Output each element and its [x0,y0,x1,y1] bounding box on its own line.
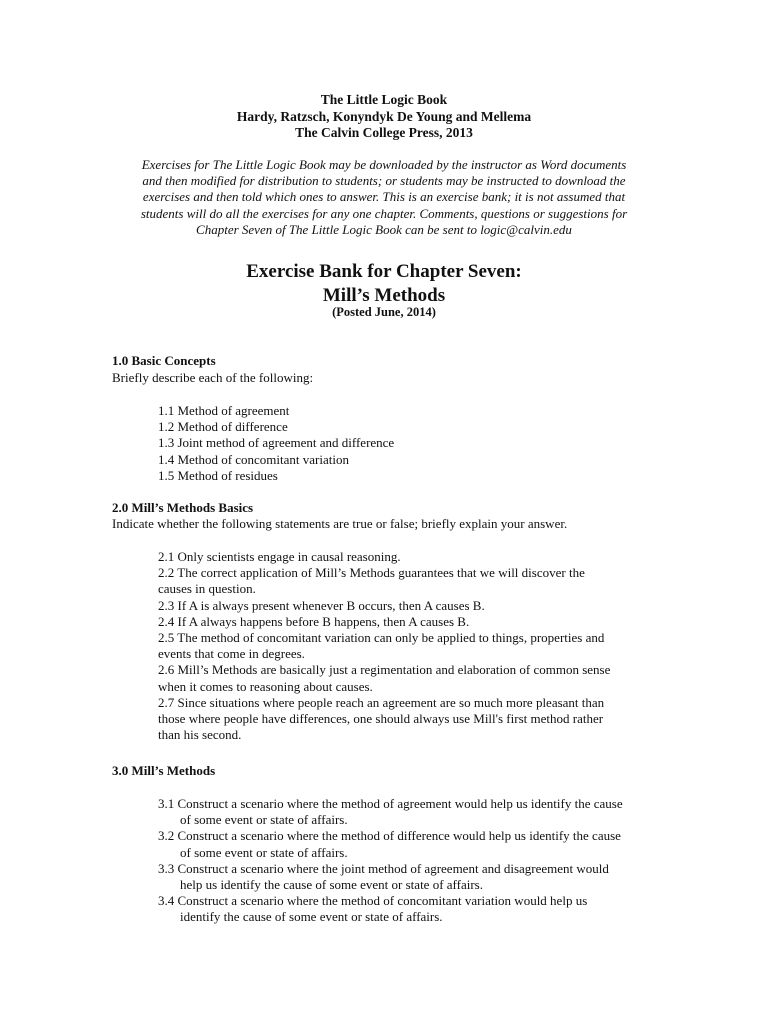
list-item: 2.6 Mill’s Methods are basically just a regimentation and elaboration of common sense [158,662,611,678]
book-header [0,92,768,142]
list-item: 3.1 Construct a scenario where the method of agreement would help us identify the cause [158,796,623,811]
list-item: 2.5 The method of concomitant variation can only be applied to things, properties and [158,630,605,646]
list-item-continuation: events that come in degrees. [158,646,305,662]
section-heading-3: 3.0 Mill’s Methods [112,763,216,778]
section-2-list [158,549,610,743]
list-item: 1.1 Method of agreement [158,403,290,418]
list-item: 2.2 The correct application of Mill’s Methods guarantees that we will discover the [158,565,585,581]
list-item: 3.4 Construct a scenario where the method of concomitant variation would help us [158,893,588,909]
list-item: 2.1 Only scientists engage in causal reasoning. [158,549,401,564]
intro-line: exercises and then told which ones to answer. This is an exercise bank; it is not assumed that [142,189,626,205]
list-item-continuation: of some event or state of affairs. [180,844,348,860]
list-item: 3.2 Construct a scenario where the method of difference would help us identify the cause [158,828,621,844]
list-item-continuation: when it comes to reasoning about causes. [158,678,373,694]
list-item: 3.3 Construct a scenario where the joint method of agreement and disagreement would [158,860,609,876]
list-item-continuation: of some event or state of affairs. [180,812,348,828]
list-item: 2.4 If A always happens before B happens, then A causes B. [158,613,470,629]
intro-line: students will do all the exercises for any one chapter. Comments, questions or suggestions for [140,205,628,221]
list-item-continuation: identify the cause of some event or state of affairs. [180,909,443,925]
intro-line: Exercises for The Little Logic Book may be downloaded by the instructor as Word documents [141,157,627,172]
section-1-list [158,403,394,484]
section-intro-2: Indicate whether the following statements are true or false; briefly explain your answer. [112,516,568,531]
title-line-1: Exercise Bank for Chapter Seven: [246,261,522,282]
section-heading-2: 2.0 Mill’s Methods Basics [112,500,254,515]
exercise-bank-title [0,260,768,308]
list-item: 1.2 Method of difference [158,419,288,435]
list-item: 1.4 Method of concomitant variation [158,451,349,467]
section-intro-1: Briefly describe each of the following: [112,370,314,385]
title-line-2: Mill’s Methods [322,285,446,306]
section-3-list [158,796,623,926]
list-item-continuation: those where people have differences, one should always use Mill's first method rather [158,711,604,727]
intro-line: Chapter Seven of The Little Logic Book can be sent to logic@calvin.edu [196,221,572,237]
list-item-continuation: help us identify the cause of some event or state of affairs. [180,877,483,893]
book-authors: Hardy, Ratzsch, Konyndyk De Young and Mellema [236,108,532,124]
section-heading-1: 1.0 Basic Concepts [112,353,216,368]
list-item: 1.3 Joint method of agreement and difference [158,435,395,451]
list-item: 2.7 Since situations where people reach an agreement are so much more pleasant than [158,694,605,710]
list-item-continuation: causes in question. [158,581,256,597]
intro-paragraph [118,157,650,238]
intro-line: and then modified for distribution to students; or students may be instructed to download the [142,173,626,189]
posted-date: (Posted June, 2014) [332,305,436,319]
list-item: 1.5 Method of residues [158,467,278,483]
list-item: 2.3 If A is always present whenever B occurs, then A causes B. [158,597,485,613]
book-title: The Little Logic Book [320,92,448,107]
list-item-continuation: than his second. [158,727,242,743]
book-publisher: The Calvin College Press, 2013 [295,125,473,140]
